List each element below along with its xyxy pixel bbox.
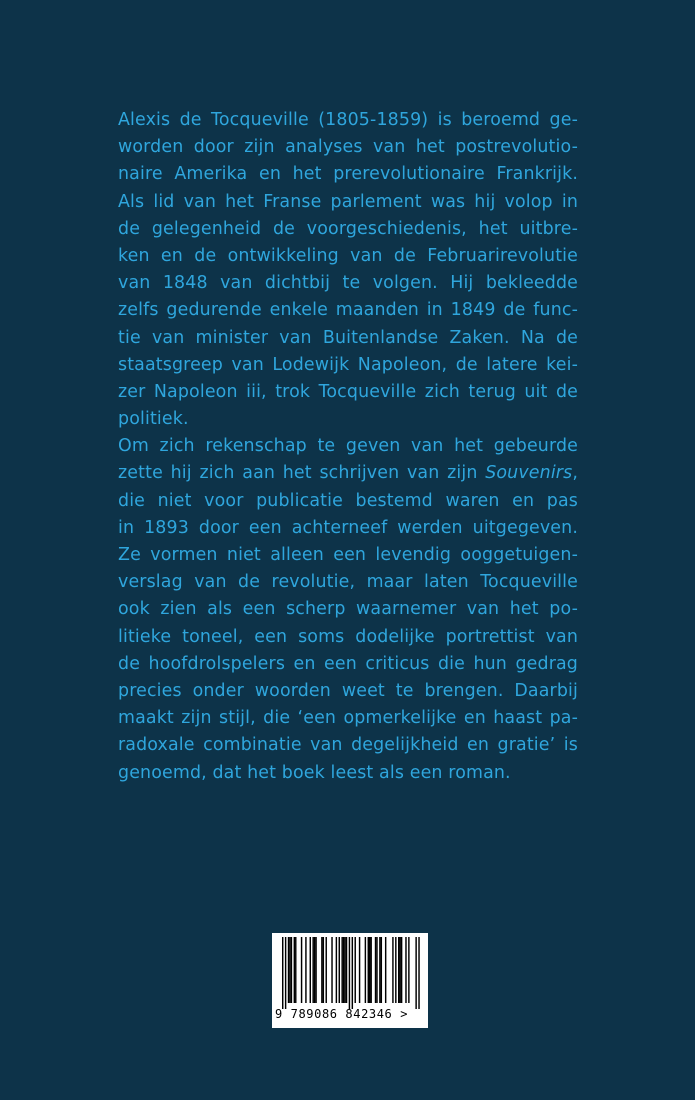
barcode-bar [399,937,400,1003]
barcode-bar [301,937,302,1003]
barcode-bar [379,937,380,1003]
blurb-line: litieke toneel, een soms dodelijke portrettist van [118,626,578,647]
barcode-bar [401,937,402,1003]
book-title-souvenirs: Souvenirs [485,463,573,484]
blurb-line: maakt zijn stijl, die ‘een opmerkelijke en haast pa- [118,708,578,729]
blurb-text-segment: , [572,463,578,484]
blurb-line: verslag van de revolutie, maar laten Tocqueville [118,572,578,593]
blurb-line: genoemd, dat het boek leest als een roman. [118,762,511,783]
blurb-line: precies onder woorden weet te brengen. Daarbij [118,680,578,701]
barcode-bar [381,937,382,1003]
barcode-bar [375,937,376,1003]
barcode-bar [352,937,353,1009]
barcode-bar [336,937,337,1003]
blurb-line: de gelegenheid de voorgeschiedenis, het uitbre- [118,218,578,239]
barcode-bar [315,937,316,1003]
barcode-bar [294,937,295,1003]
blurb-line: ken en de ontwikkeling van de Februarirevolutie [118,245,578,266]
barcode-bar [305,937,306,1003]
blurb-line: Om zich rekenschap te geven van het gebeurde [118,436,578,457]
barcode-bar [339,937,340,1003]
barcode-bar [405,937,406,1003]
barcode-bar [415,937,416,1009]
barcode-bar [288,937,289,1003]
isbn-barcode [272,933,428,1028]
blurb-line: zer Napoleon iii, trok Tocqueville zich terug uit de [118,381,578,402]
blurb-line: naire Amerika en het prerevolutionaire Frankrijk. [118,164,578,185]
barcode-bar [323,937,324,1003]
barcode-bar [310,937,311,1003]
isbn-number: 9 789086 842346 > [275,1007,409,1021]
barcode-bar [376,937,377,1003]
barcode-bar [369,937,370,1003]
blurb-line: ook zien als een scherp waarnemer van het po- [118,599,578,620]
back-cover-blurb [118,107,578,787]
barcode-bar [289,937,290,1003]
blurb-line: in 1893 door een achterneef werden uitgegeven. [118,517,578,538]
blurb-line-with-title [118,460,578,487]
blurb-line: zelfs gedurende enkele maanden in 1849 de func- [118,300,578,321]
barcode-bar [408,937,409,1003]
barcode-bar [341,937,342,1003]
barcode-bar [395,937,396,1003]
barcode-bar [343,937,344,1003]
blurb-line: de hoofdrolspelers en een criticus die hun gedrag [118,653,578,674]
barcode-bar [344,937,345,1003]
barcode-bar [321,937,322,1003]
blurb-text-segment: zette hij zich aan het schrijven van zijn [118,463,486,484]
barcode-bar [418,937,419,1009]
barcode-bar [398,937,399,1003]
barcode-bar [385,937,386,1003]
barcode-bar [291,937,292,1003]
barcode-bar [370,937,371,1003]
barcode-bar [331,937,332,1003]
barcode-bar [392,937,393,1003]
barcode-bar [295,937,296,1003]
barcode-bar [326,937,327,1003]
barcode-bar [365,937,366,1003]
barcode-bar [355,937,356,1003]
blurb-line: politiek. [118,409,189,430]
blurb-line: staatsgreep van Lodewijk Napoleon, de latere kei- [118,354,578,375]
barcode-bar [359,937,360,1003]
blurb-line: Als lid van het Franse parlement was hij volop in [118,191,578,212]
blurb-line: radoxale combinatie van degelijkheid en gratie’ is [118,735,578,756]
blurb-line: worden door zijn analyses van het postrevolutio- [118,137,578,158]
barcode-bar [312,937,313,1003]
blurb-line: Alexis de Tocqueville (1805-1859) is beroemd ge- [118,110,578,130]
blurb-line: tie van minister van Buitenlandse Zaken. Na de [118,327,578,348]
barcode-bar [349,937,350,1009]
barcode-bar [368,937,369,1003]
barcode-bar [346,937,347,1003]
barcode-bar [285,937,286,1009]
blurb-line: van 1848 van dichtbij te volgen. Hij bekleedde [118,273,578,294]
barcode-bar [314,937,315,1003]
blurb-line: Ze vormen niet alleen een levendig ooggetuigen- [118,545,578,565]
barcode-bar [282,937,283,1009]
blurb-line: die niet voor publicatie bestemd waren en pas [118,490,578,511]
